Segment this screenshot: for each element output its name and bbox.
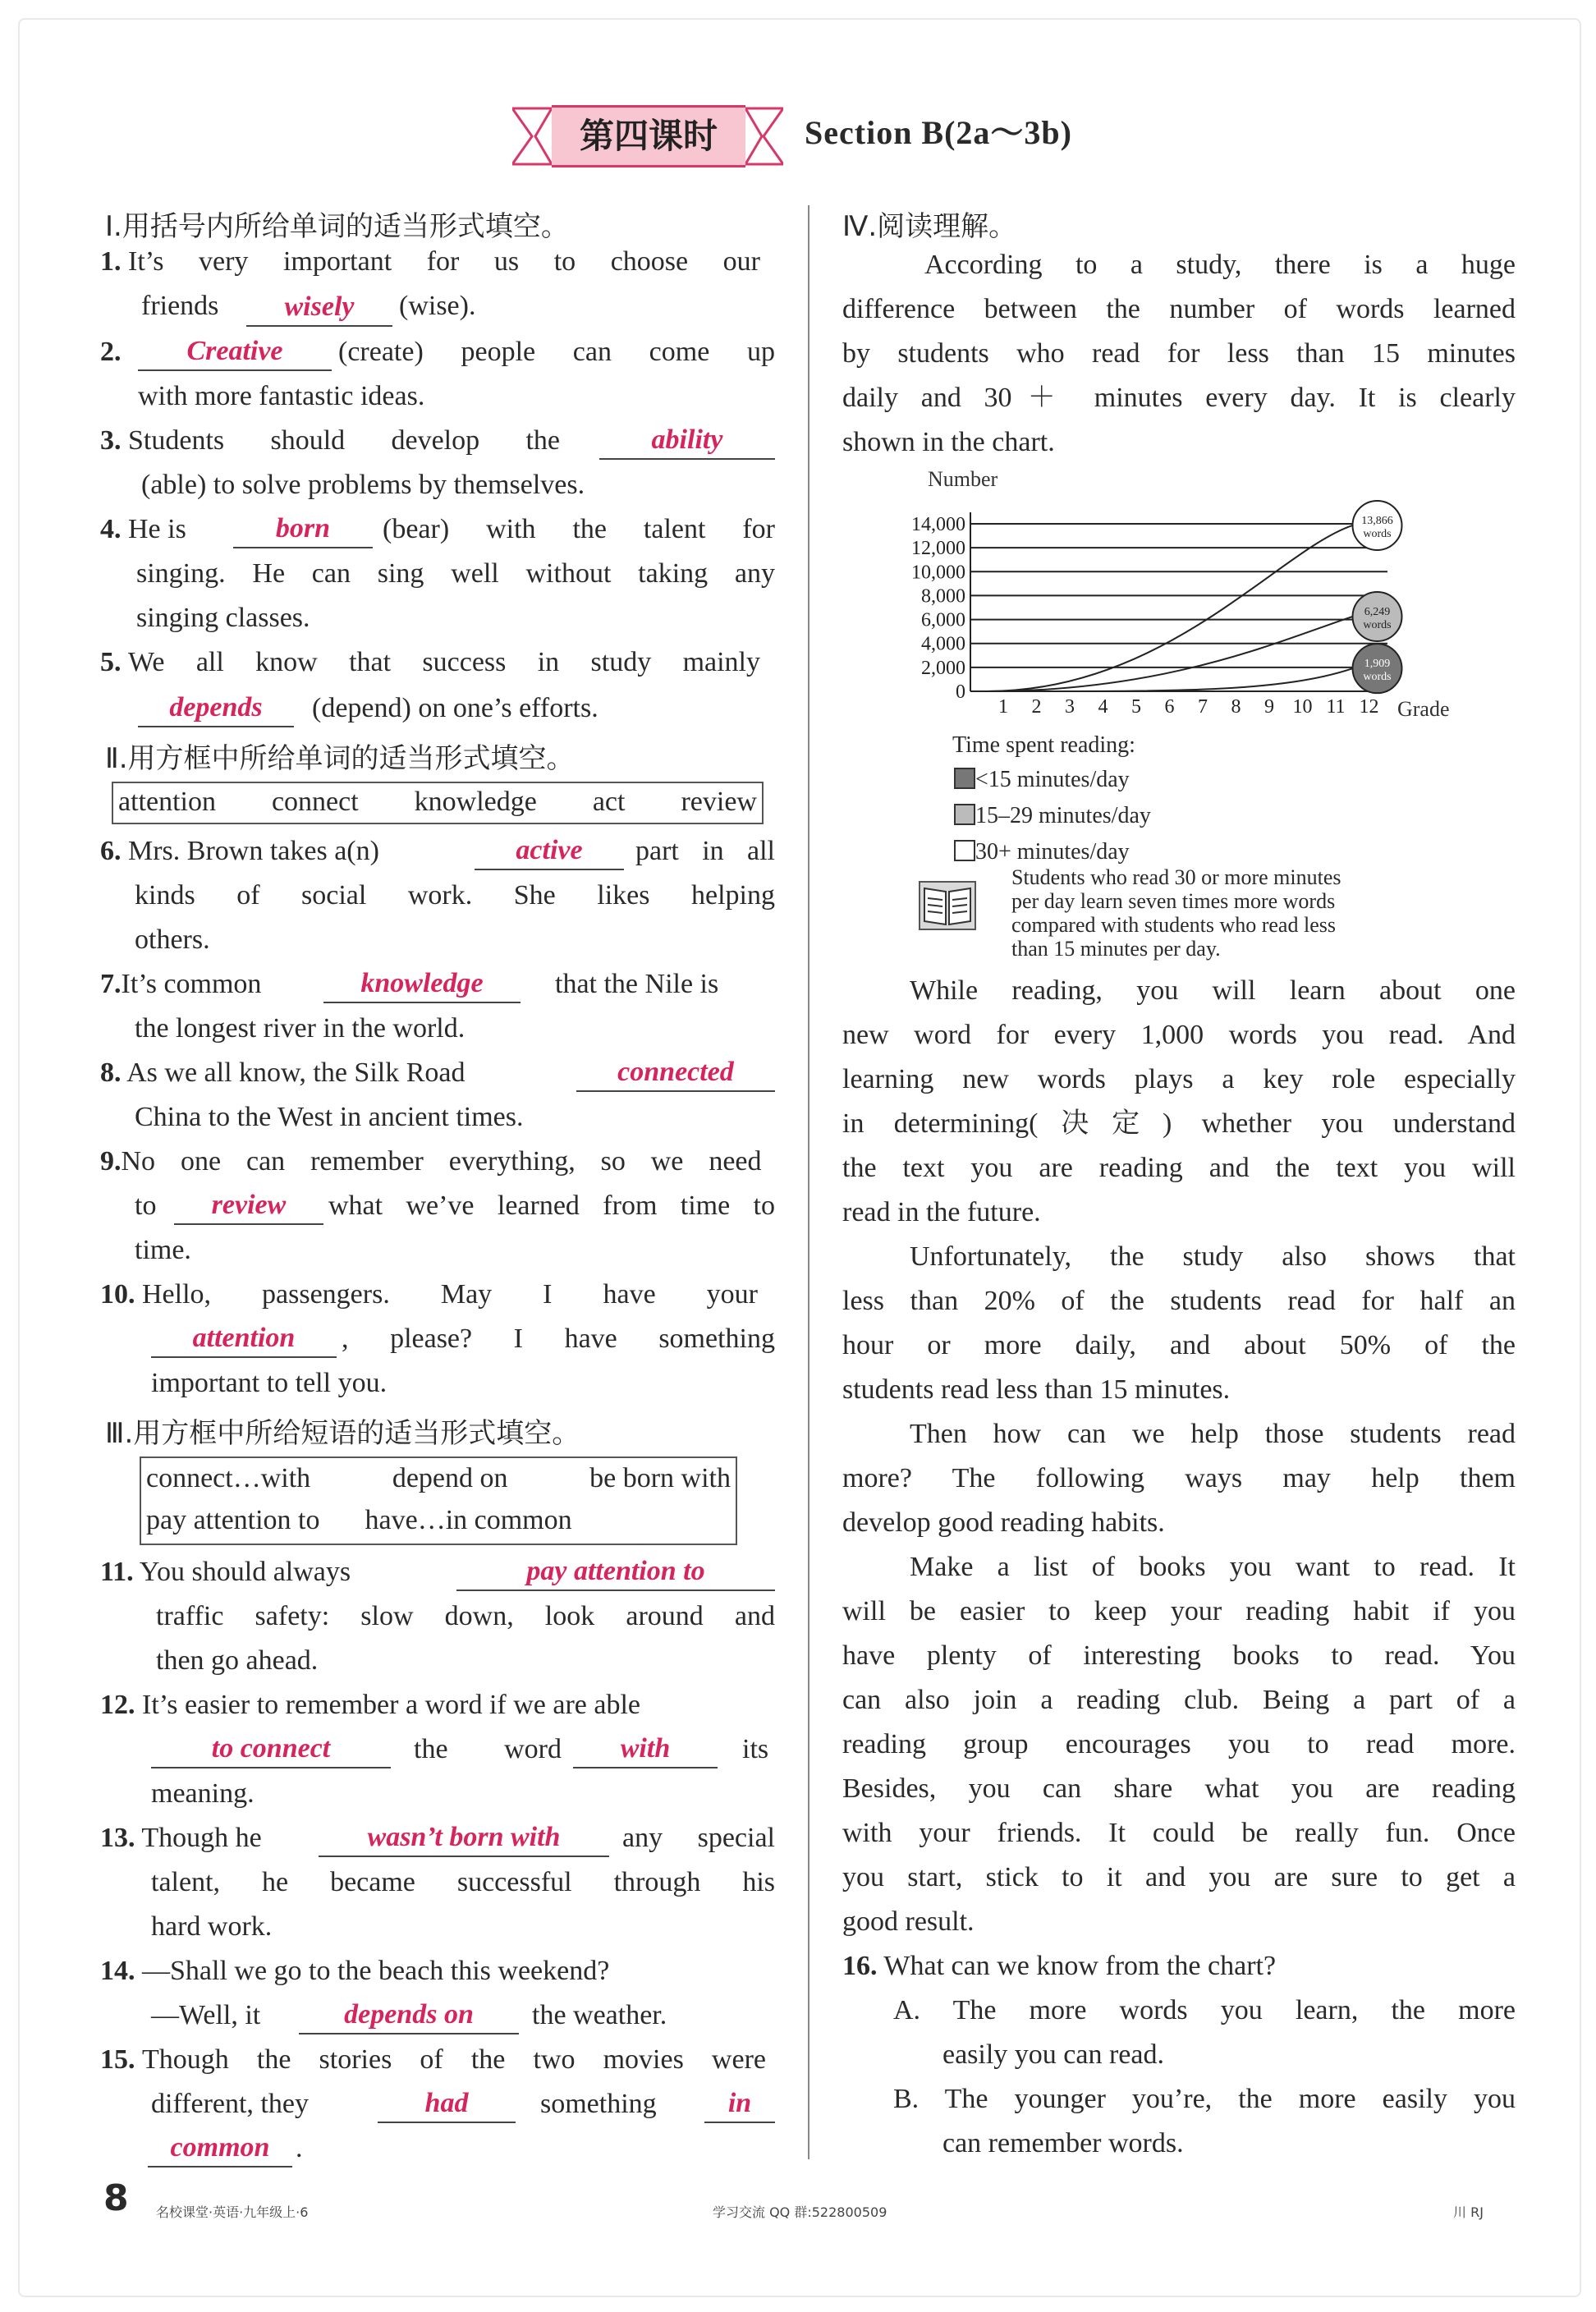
q10-answer[interactable]: attention (151, 1322, 337, 1358)
q8-line2: China to the West in ancient times. (135, 1102, 524, 1132)
q9-line3: time. (135, 1235, 191, 1265)
phrase-4: have…in common (365, 1505, 572, 1535)
p2-line1: new word for every 1,000 words you read. And (842, 1020, 1516, 1050)
q4-line2: singing. He can sing well without taking any (136, 558, 775, 589)
p4-line1: more? The following ways may help them (842, 1463, 1516, 1493)
q7-line1: 7.It’s common (100, 969, 262, 999)
p3-line0: Unfortunately, the study also shows that (910, 1241, 1516, 1272)
x-tick-label: 5 (1131, 696, 1141, 718)
p4-line2: develop good reading habits. (842, 1507, 1165, 1538)
legend-swatch-0 (954, 768, 975, 789)
p5-line2: have plenty of interesting books to read. You (842, 1640, 1516, 1671)
q6-post: part in all (635, 836, 775, 866)
y-tick-label: 8,000 (921, 585, 965, 608)
q7-line2: the longest river in the world. (135, 1013, 466, 1044)
y-tick-label: 0 (956, 681, 965, 703)
q16-line: 16. What can we know from the chart? (842, 1951, 1277, 1981)
p5-line8: good result. (842, 1906, 975, 1937)
q2-num: 2. (100, 337, 122, 367)
passage-p1 (842, 243, 1516, 465)
word-4: review (681, 787, 757, 817)
series-end-value: 6,249 (1364, 605, 1391, 618)
q10-post: , please? I have something (342, 1323, 775, 1354)
q15-answer2[interactable]: in (704, 2087, 775, 2123)
p1-line4: shown in the chart. (842, 427, 1055, 457)
legend-item-2: 30+ minutes/day (954, 839, 1130, 865)
q12-post: its (742, 1734, 769, 1764)
option-b[interactable]: B. The younger you’re, the more easily you (893, 2084, 1516, 2114)
x-tick-label: 9 (1264, 696, 1274, 718)
q4-line3: singing classes. (136, 603, 310, 633)
chart-xlabel: Grade (1397, 697, 1450, 721)
p5-line4: reading group encourages you to read more. (842, 1729, 1516, 1759)
p1-line1: difference between the number of words learned (842, 294, 1516, 324)
note-line3: than 15 minutes per day. (1011, 937, 1221, 961)
q12-answer1[interactable]: to connect (151, 1732, 391, 1768)
q5-answer[interactable]: depends (138, 691, 294, 727)
option-a[interactable]: A. The more words you learn, the more (893, 1995, 1516, 2025)
series-end-unit: words (1363, 618, 1392, 631)
q9-post: what we’ve learned from time to (328, 1190, 775, 1221)
word-box (112, 782, 764, 824)
phrase-3: pay attention to (146, 1505, 320, 1535)
x-tick-label: 12 (1359, 696, 1379, 718)
word-0: attention (118, 787, 216, 817)
q9-pre: to (135, 1190, 157, 1221)
q12-answer2[interactable]: with (573, 1732, 718, 1768)
q5-line1: 5. We all know that success in study mainly (100, 647, 760, 677)
q6-line1: 6. Mrs. Brown takes a(n) (100, 836, 379, 866)
q10-line1: 10. Hello, passengers. May I have your (100, 1279, 758, 1310)
legend-item-0: <15 minutes/day (954, 767, 1130, 793)
y-tick-label: 12,000 (911, 538, 965, 560)
q15-pre: different, they (151, 2089, 309, 2119)
p5-line5: Besides, you can share what you are reading (842, 1773, 1516, 1804)
q4-line1: 4. He is (100, 514, 186, 544)
q15-end: . (296, 2133, 303, 2163)
note-line2: compared with students who read less (1011, 913, 1336, 937)
q14-pre: —Well, it (151, 2000, 261, 2030)
q1-pre: friends (141, 291, 219, 321)
p2-line4: the text you are reading and the text you will (842, 1153, 1516, 1183)
p1-line0: According to a study, there is a huge (924, 250, 1516, 280)
y-tick-label: 4,000 (921, 633, 965, 655)
q8-answer[interactable]: connected (576, 1056, 775, 1092)
y-tick-label: 14,000 (911, 514, 965, 535)
q3-answer[interactable]: ability (599, 424, 775, 460)
p1-line2: by students who read for less than 15 minutes (842, 338, 1516, 369)
q9-answer[interactable]: review (174, 1189, 323, 1225)
footer-book: 名校课堂·英语·九年级上·6 (156, 2204, 309, 2220)
chart-ylabel: Number (928, 467, 998, 491)
p2-line0: While reading, you will learn about one (910, 975, 1516, 1006)
part3-heading: Ⅲ.用方框中所给短语的适当形式填空。 (105, 1417, 580, 1450)
q1-answer[interactable]: wisely (246, 291, 392, 327)
p5-line3: can also join a reading club. Being a part of a (842, 1685, 1516, 1715)
p5-line0: Make a list of books you want to read. It (910, 1552, 1516, 1582)
q5-post: (depend) on one’s efforts. (312, 693, 598, 723)
legend-item-1: 15–29 minutes/day (954, 803, 1151, 829)
q3-line1: 3. Students should develop the (100, 425, 560, 456)
p5-line1: will be easier to keep your reading habit if you (842, 1596, 1516, 1626)
p3-line2: hour or more daily, and about 50% of the (842, 1330, 1516, 1360)
q7-answer[interactable]: knowledge (323, 967, 521, 1003)
legend-title: Time spent reading: (952, 732, 1135, 758)
q13-answer[interactable]: wasn’t born with (319, 1821, 609, 1857)
q11-answer[interactable]: pay attention to (456, 1555, 775, 1591)
legend-swatch-1 (954, 804, 975, 825)
q12-mid: the word (414, 1734, 562, 1764)
y-tick-label: 6,000 (921, 609, 965, 631)
x-tick-label: 3 (1065, 696, 1075, 718)
x-tick-label: 7 (1198, 696, 1208, 718)
x-tick-label: 11 (1326, 696, 1346, 718)
q4-answer[interactable]: born (233, 512, 373, 548)
q4-post: (bear) with the talent for (383, 514, 775, 544)
q14-post: the weather. (532, 2000, 667, 2030)
p5-line7: you start, stick to it and you are sure to get a (842, 1862, 1516, 1892)
q1-post: (wise). (399, 291, 476, 321)
legend-swatch-2 (954, 840, 975, 861)
q6-answer[interactable]: active (475, 834, 624, 870)
section-title: Section B(2a～3b) (805, 114, 1072, 151)
x-tick-label: 4 (1098, 696, 1108, 718)
q3-line2: (able) to solve problems by themselves. (141, 470, 585, 500)
x-tick-label: 6 (1164, 696, 1175, 718)
q11-line1: 11. You should always (100, 1557, 351, 1587)
chart-note (1011, 865, 1341, 961)
q6-line2: kinds of social work. She likes helping (135, 880, 775, 911)
q14-line1: 14. —Shall we go to the beach this weekend? (100, 1956, 610, 1986)
reading-chart (895, 460, 1470, 722)
q7-post: that the Nile is (555, 969, 719, 999)
p2-line5: read in the future. (842, 1197, 1041, 1227)
q13-line3: hard work. (151, 1911, 273, 1942)
x-tick-label: 1 (998, 696, 1008, 718)
q2-answer[interactable]: Creative (138, 335, 332, 371)
p3-line3: students read less than 15 minutes. (842, 1374, 1231, 1405)
p4-line0: Then how can we help those students read (910, 1419, 1516, 1449)
q15-answer1[interactable]: had (378, 2087, 516, 2123)
q14-answer[interactable]: depends on (299, 1998, 519, 2034)
option-a-line2: easily you can read. (942, 2039, 1164, 2070)
q2-post: (create) people can come up (338, 337, 775, 367)
q15-mid: something (540, 2089, 657, 2119)
page-number: 8 (103, 2177, 129, 2219)
x-tick-label: 8 (1231, 696, 1241, 718)
y-tick-label: 2,000 (921, 657, 965, 679)
x-tick-label: 10 (1292, 696, 1313, 718)
y-tick-label: 10,000 (911, 562, 965, 584)
footer-qq: 学习交流 QQ 群:522800509 (713, 2204, 887, 2220)
word-1: connect (271, 787, 359, 817)
phrase-0: connect…with (146, 1463, 311, 1493)
option-b-line2: can remember words. (942, 2128, 1184, 2158)
q15-line1: 15. Though the stories of the two movies were (100, 2044, 766, 2075)
q1-line1: 1. It’s very important for us to choose our (100, 246, 760, 277)
q11-line2: traffic safety: slow down, look around and (156, 1601, 775, 1631)
series-line (987, 617, 1353, 691)
series-line (987, 525, 1353, 691)
series-end-unit: words (1363, 671, 1392, 684)
q13-line1: 13. Though he (100, 1823, 262, 1853)
q12-line3: meaning. (151, 1778, 255, 1809)
x-tick-label: 2 (1031, 696, 1042, 718)
q13-line2: talent, he became successful through his (151, 1867, 775, 1897)
q13-post: any special (622, 1823, 775, 1853)
phrase-2: be born with (589, 1463, 731, 1493)
q15-answer3[interactable]: common (148, 2131, 292, 2168)
series-end-unit: words (1363, 527, 1392, 540)
series-end-value: 13,866 (1361, 514, 1393, 527)
q2-line2: with more fantastic ideas. (138, 381, 425, 411)
word-3: act (592, 787, 626, 817)
phrase-box (140, 1456, 737, 1545)
footer-edition: 川 RJ (1453, 2204, 1484, 2220)
p1-line3: daily and 30＋ minutes every day. It is clearly (842, 383, 1516, 413)
q9-line1: 9.No one can remember everything, so we need (100, 1146, 762, 1177)
p2-line3: in determining(决定) whether you understand (842, 1108, 1516, 1139)
p2-line2: learning new words plays a key role especially (842, 1064, 1516, 1094)
note-line1: per day learn seven times more words (1011, 889, 1336, 913)
part2-heading: Ⅱ.用方框中所给单词的适当形式填空。 (105, 742, 575, 775)
q8-line1: 8. As we all know, the Silk Road (100, 1057, 466, 1088)
q10-line3: important to tell you. (151, 1368, 388, 1398)
lesson-title: 第四课时 (552, 105, 745, 167)
q12-line1: 12. It’s easier to remember a word if we are able (100, 1690, 640, 1720)
part1-heading: Ⅰ.用括号内所给单词的适当形式填空。 (105, 210, 569, 243)
passage-rest (842, 969, 1516, 2166)
part4-heading: Ⅳ.阅读理解。 (842, 210, 1017, 243)
q11-line3: then go ahead. (156, 1645, 319, 1676)
p3-line1: less than 20% of the students read for half an (842, 1286, 1516, 1316)
word-2: knowledge (414, 787, 537, 817)
q6-line3: others. (135, 924, 210, 955)
column-divider (808, 205, 809, 2159)
p5-line6: with your friends. It could be really fun. Once (842, 1818, 1516, 1848)
series-end-value: 1,909 (1364, 658, 1391, 671)
note-line0: Students who read 30 or more minutes (1011, 865, 1341, 889)
book-icon (918, 880, 977, 931)
phrase-1: depend on (392, 1463, 508, 1493)
